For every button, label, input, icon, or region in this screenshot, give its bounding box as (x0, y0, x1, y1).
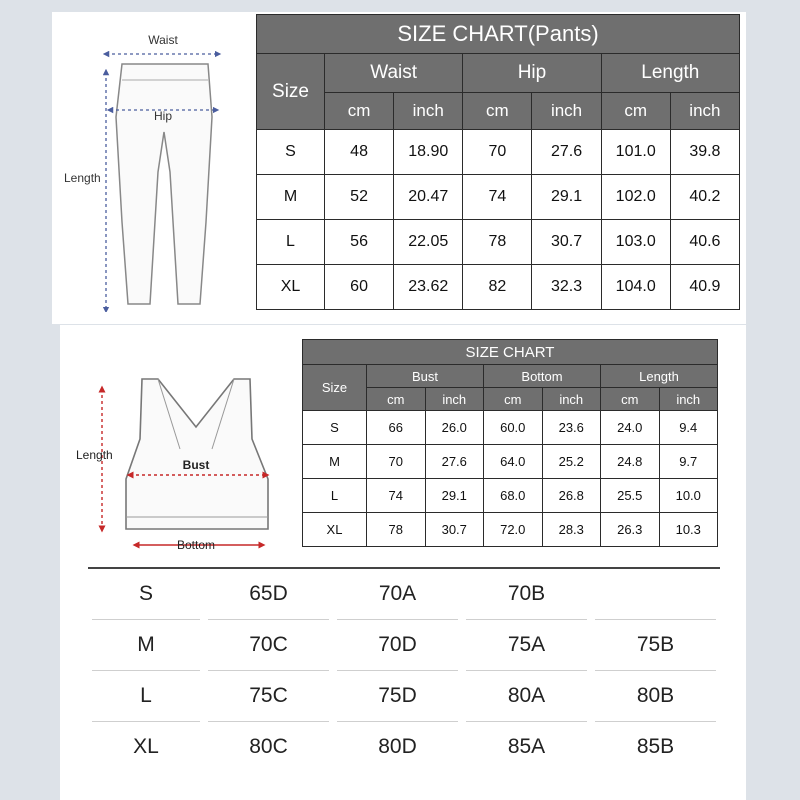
cup-cell: 85B (636, 735, 675, 758)
group-header: Waist (325, 54, 463, 93)
value-cell: 9.4 (659, 411, 718, 445)
value-cell: 23.6 (542, 411, 601, 445)
bottom-label: Bottom (176, 538, 216, 552)
size-cell: XL (257, 265, 325, 310)
value-cell: 10.0 (659, 479, 718, 513)
group-header: Length (601, 54, 739, 93)
value-cell: 27.6 (532, 130, 601, 175)
table-row (257, 175, 740, 220)
value-cell: 23.62 (394, 265, 463, 310)
group-header: Hip (463, 54, 601, 93)
table-row (303, 445, 718, 479)
unit-header: inch (394, 93, 463, 130)
value-cell: 24.0 (601, 411, 660, 445)
value-cell: 82 (463, 265, 532, 310)
size-cell: S (92, 569, 200, 620)
value-cell: 40.6 (670, 220, 739, 265)
value-cell: 70 (367, 445, 426, 479)
unit-header: inch (670, 93, 739, 130)
value-cell: 32.3 (532, 265, 601, 310)
size-cell: L (303, 479, 367, 513)
unit-header: cm (325, 93, 394, 130)
bra-size-panel (60, 325, 746, 800)
cup-cell: 80A (466, 671, 587, 722)
value-cell: 52 (325, 175, 394, 220)
cup-cell: 70C (208, 620, 329, 671)
cup-cell (595, 569, 716, 620)
value-cell: 22.05 (394, 220, 463, 265)
size-cell: XL (133, 735, 159, 758)
value-cell: 40.2 (670, 175, 739, 220)
value-cell: 10.3 (659, 513, 718, 547)
size-cell: S (303, 411, 367, 445)
waist-label: Waist (148, 33, 178, 47)
bra-outline (126, 379, 268, 529)
pants-outline (116, 64, 212, 304)
value-cell: 72.0 (484, 513, 543, 547)
value-cell: 64.0 (484, 445, 543, 479)
unit-header: inch (542, 388, 601, 411)
value-cell: 56 (325, 220, 394, 265)
size-cell: L (257, 220, 325, 265)
value-cell: 102.0 (601, 175, 670, 220)
table-row (303, 411, 718, 445)
value-cell: 9.7 (659, 445, 718, 479)
cup-cell: 70A (337, 569, 458, 620)
value-cell: 78 (463, 220, 532, 265)
size-cell: L (92, 671, 200, 722)
value-cell: 28.3 (542, 513, 601, 547)
value-cell: 29.1 (425, 479, 484, 513)
size-cell: S (257, 130, 325, 175)
value-cell: 25.2 (542, 445, 601, 479)
bra-diagram (70, 369, 300, 559)
cup-cell: 75B (595, 620, 716, 671)
value-cell: 26.8 (542, 479, 601, 513)
value-cell: 26.3 (601, 513, 660, 547)
table-row (257, 265, 740, 310)
unit-header: cm (463, 93, 532, 130)
unit-header: inch (532, 93, 601, 130)
group-header: Bottom (484, 365, 601, 388)
size-header: Size (303, 365, 367, 411)
value-cell: 68.0 (484, 479, 543, 513)
value-cell: 101.0 (601, 130, 670, 175)
value-cell: 24.8 (601, 445, 660, 479)
value-cell: 74 (367, 479, 426, 513)
table-title: SIZE CHART (303, 340, 718, 365)
value-cell: 30.7 (532, 220, 601, 265)
bra-size-table (302, 339, 718, 547)
bust-label: Bust (182, 458, 210, 472)
value-cell: 104.0 (601, 265, 670, 310)
size-cell: M (257, 175, 325, 220)
value-cell: 27.6 (425, 445, 484, 479)
value-cell: 48 (325, 130, 394, 175)
cup-cell: 80D (378, 735, 417, 758)
cup-cell: 70B (466, 569, 587, 620)
value-cell: 29.1 (532, 175, 601, 220)
size-header: Size (257, 54, 325, 130)
value-cell: 60 (325, 265, 394, 310)
cup-cell: 75A (466, 620, 587, 671)
group-header: Length (601, 365, 718, 388)
pants-size-table (256, 14, 740, 310)
cup-cell: 75D (337, 671, 458, 722)
cup-cell: 65D (208, 569, 329, 620)
value-cell: 25.5 (601, 479, 660, 513)
value-cell: 20.47 (394, 175, 463, 220)
value-cell: 40.9 (670, 265, 739, 310)
value-cell: 30.7 (425, 513, 484, 547)
hip-label: Hip (153, 109, 173, 123)
cup-cell: 85A (507, 735, 546, 758)
value-cell: 70 (463, 130, 532, 175)
cup-size-table (88, 567, 720, 772)
unit-header: inch (659, 388, 718, 411)
cup-cell: 75C (208, 671, 329, 722)
value-cell: 18.90 (394, 130, 463, 175)
value-cell: 60.0 (484, 411, 543, 445)
size-cell: XL (303, 513, 367, 547)
cup-cell: 80B (595, 671, 716, 722)
unit-header: cm (484, 388, 543, 411)
unit-header: inch (425, 388, 484, 411)
value-cell: 78 (367, 513, 426, 547)
size-cell: M (303, 445, 367, 479)
value-cell: 66 (367, 411, 426, 445)
value-cell: 39.8 (670, 130, 739, 175)
table-title: SIZE CHART(Pants) (257, 15, 740, 54)
unit-header: cm (367, 388, 426, 411)
unit-header: cm (601, 93, 670, 130)
table-row (257, 220, 740, 265)
cup-cell: 80C (249, 735, 288, 758)
size-cell: M (92, 620, 200, 671)
pants-diagram (58, 22, 242, 312)
cup-cell: 70D (337, 620, 458, 671)
table-row (303, 513, 718, 547)
length-label: Length (64, 171, 101, 185)
value-cell: 74 (463, 175, 532, 220)
table-row (303, 479, 718, 513)
value-cell: 103.0 (601, 220, 670, 265)
value-cell: 26.0 (425, 411, 484, 445)
pants-size-panel (52, 12, 746, 324)
length-label: Length (76, 448, 113, 462)
group-header: Bust (367, 365, 484, 388)
table-row (257, 130, 740, 175)
unit-header: cm (601, 388, 660, 411)
